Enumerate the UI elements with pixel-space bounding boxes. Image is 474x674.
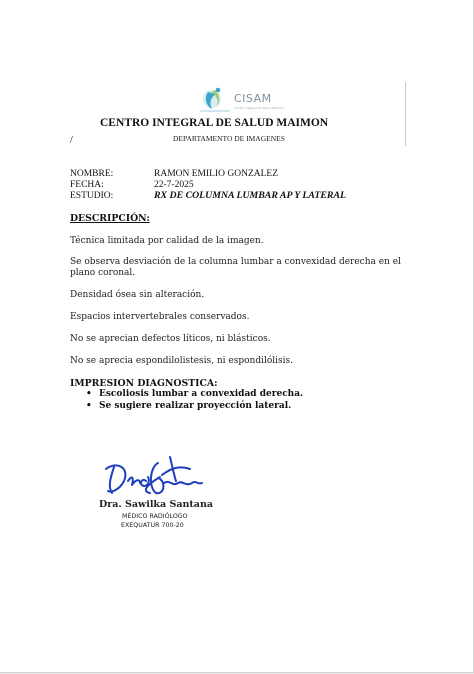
logo-subtext: Centro Integral de Salud Maimon xyxy=(234,106,284,110)
doctor-name: Dra. Sawilka Santana xyxy=(99,499,213,510)
name-label: NOMBRE: xyxy=(70,169,114,179)
date-label: FECHA: xyxy=(70,180,104,190)
name-value: RAMON EMILIO GONZALEZ xyxy=(154,169,279,179)
bullet-dot-icon: • xyxy=(86,389,92,399)
study-value: RX DE COLUMNA LUMBAR AP Y LATERAL xyxy=(154,190,346,201)
impression-title: IMPRESION DIAGNOSTICA: xyxy=(70,378,218,389)
description-paragraph: Densidad ósea sin alteración. xyxy=(70,290,205,300)
organization-title: CENTRO INTEGRAL DE SALUD MAIMON xyxy=(100,117,329,129)
margin-guide-line xyxy=(405,82,406,146)
signature-image xyxy=(100,453,210,501)
bullet-dot-icon: • xyxy=(86,401,92,411)
logo-text: CISAM xyxy=(234,92,272,105)
description-paragraph: Se observa desviación de la columna lumbar a convexidad derecha en el plano coronal. xyxy=(70,257,401,278)
impression-item-text: Se sugiere realizar proyección lateral. xyxy=(99,401,292,411)
doctor-exequatur: EXEQUATUR 700-20 xyxy=(121,522,184,529)
doctor-role: MÉDICO RADIÓLOGO xyxy=(122,513,188,520)
study-label: ESTUDIO: xyxy=(70,191,114,201)
description-paragraph: No se aprecia espondilolistesis, ni espondilólisis. xyxy=(70,356,294,366)
date-value: 22-7-2025 xyxy=(154,180,194,190)
impression-item xyxy=(86,389,303,399)
slash-mark: / xyxy=(70,135,73,146)
description-paragraph: No se aprecian defectos líticos, ni blásticos. xyxy=(70,334,271,344)
description-paragraph: Técnica limitada por calidad de la imagen. xyxy=(70,236,264,246)
impression-item xyxy=(86,401,291,411)
impression-item-text: Escoliosis lumbar a convexidad derecha. xyxy=(99,389,304,399)
department-title: DEPARTAMENTO DE IMAGENES xyxy=(173,134,285,143)
description-title: DESCRIPCIÓN: xyxy=(70,213,150,224)
description-paragraph: Espacios intervertebrales conservados. xyxy=(70,312,250,322)
